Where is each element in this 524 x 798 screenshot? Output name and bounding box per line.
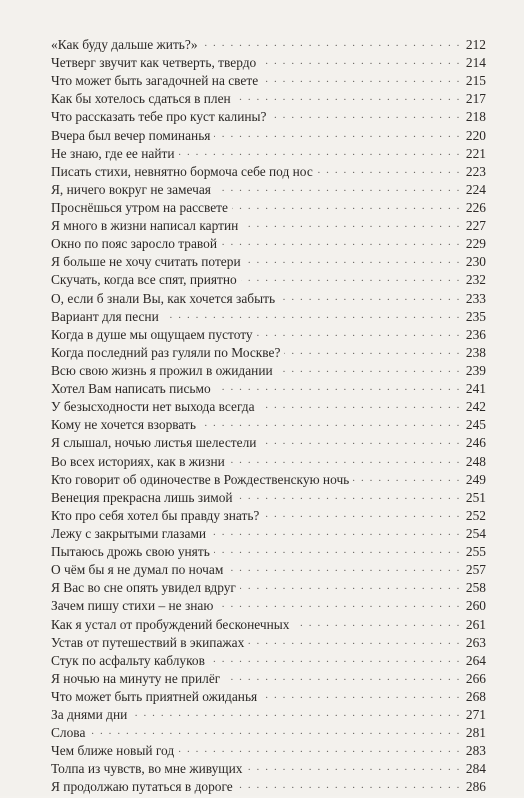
- toc-entry: [51, 580, 486, 598]
- toc-entry-page-number: 217: [465, 91, 486, 107]
- toc-entry-page-number: 221: [465, 145, 486, 161]
- toc-entry-title: Что рассказать тебе про куст калины?: [51, 109, 267, 125]
- toc-entry-title: Устав от путешествий в экипажах: [51, 634, 245, 650]
- toc-entry: [51, 508, 486, 526]
- toc-dot-leader: [202, 37, 461, 49]
- toc-entry-title: Венеция прекрасна лишь зимой: [51, 489, 233, 505]
- toc-entry: [51, 381, 486, 399]
- toc-entry-page-number: 281: [465, 725, 486, 741]
- toc-entry-title: Писать стихи, невнятно бормоча себе под нос: [51, 163, 313, 179]
- toc-entry-page-number: 233: [465, 290, 486, 306]
- toc-dot-leader: [317, 164, 461, 176]
- toc-dot-leader: [178, 743, 461, 755]
- toc-entry-page-number: 236: [465, 326, 486, 342]
- toc-entry: [51, 454, 486, 472]
- toc-entry: [51, 399, 486, 417]
- toc-dot-leader: [215, 182, 461, 194]
- toc-entry-page-number: 264: [465, 652, 486, 668]
- toc-entry-page-number: 271: [465, 707, 486, 723]
- toc-entry-title: Чем ближе новый год: [51, 743, 175, 759]
- toc-entry-title: Кому не хочется взорвать: [51, 417, 196, 433]
- toc-dot-leader: [259, 399, 461, 411]
- toc-dot-leader: [209, 653, 461, 665]
- toc-entry-title: У безысходности нет выхода всегда: [51, 399, 255, 415]
- toc-entry: [51, 309, 486, 327]
- toc-entry: [51, 472, 486, 490]
- toc-entry-title: Я слышал, ночью листья шелестели: [51, 435, 257, 451]
- toc-dot-leader: [235, 91, 461, 103]
- toc-dot-leader: [163, 309, 461, 321]
- toc-entry-page-number: 254: [465, 525, 486, 541]
- toc-entry-page-number: 283: [465, 743, 486, 759]
- toc-entry: [51, 200, 486, 218]
- toc-entry-page-number: 245: [465, 417, 486, 433]
- toc-dot-leader: [271, 109, 462, 121]
- toc-entry: [51, 291, 486, 309]
- toc-entry-page-number: 246: [465, 435, 486, 451]
- toc-dot-leader: [224, 671, 461, 683]
- toc-entry-title: Четверг звучит как четверть, твердо: [51, 55, 257, 71]
- toc-entry: [51, 653, 486, 671]
- toc-entry-title: Окно по пояс заросло травой: [51, 236, 218, 252]
- toc-dot-leader: [245, 254, 461, 266]
- toc-entry: [51, 490, 486, 508]
- toc-entry: [51, 526, 486, 544]
- toc-entry: [51, 236, 486, 254]
- toc-entry-page-number: 224: [465, 181, 486, 197]
- toc-dot-leader: [210, 526, 461, 538]
- toc-entry: [51, 707, 486, 725]
- toc-dot-leader: [279, 291, 461, 303]
- toc-dot-leader: [200, 417, 461, 429]
- toc-dot-leader: [237, 779, 461, 791]
- toc-entry-page-number: 220: [465, 127, 486, 143]
- toc-entry: [51, 218, 486, 236]
- toc-entry: [51, 779, 486, 797]
- toc-entry-page-number: 214: [465, 55, 486, 71]
- toc-dot-leader: [277, 363, 461, 375]
- toc-dot-leader: [262, 73, 461, 85]
- toc-entry: [51, 73, 486, 91]
- toc-entry: [51, 689, 486, 707]
- toc-dot-leader: [215, 381, 461, 393]
- toc-entry-page-number: 226: [465, 199, 486, 215]
- toc-entry-page-number: 239: [465, 362, 486, 378]
- toc-entry: [51, 37, 486, 55]
- toc-entry-title: Не знаю, где ее найти: [51, 145, 175, 161]
- toc-dot-leader: [246, 761, 461, 773]
- toc-entry-page-number: 223: [465, 163, 486, 179]
- toc-entry-page-number: 260: [465, 598, 486, 614]
- toc-dot-leader: [217, 598, 461, 610]
- toc-entry: [51, 254, 486, 272]
- toc-entry-page-number: 242: [465, 399, 486, 415]
- toc-entry: [51, 128, 486, 146]
- toc-entry: [51, 617, 486, 635]
- toc-entry-title: Я, ничего вокруг не замечая: [51, 181, 211, 197]
- toc-entry-page-number: 229: [465, 236, 486, 252]
- toc-entry-page-number: 266: [465, 670, 486, 686]
- toc-entry-page-number: 258: [465, 580, 486, 596]
- toc-dot-leader: [284, 345, 461, 357]
- toc-entry-title: Вариант для песни: [51, 308, 159, 324]
- toc-dot-leader: [214, 128, 461, 140]
- toc-entry: [51, 327, 486, 345]
- toc-entry: [51, 146, 486, 164]
- toc-entry-page-number: 255: [465, 544, 486, 560]
- toc-entry-page-number: 238: [465, 344, 486, 360]
- toc-entry-title: О, если б знали Вы, как хочется забыть: [51, 290, 276, 306]
- toc-dot-leader: [240, 580, 461, 592]
- toc-entry-title: Когда в душе мы ощущаем пустоту: [51, 326, 253, 342]
- toc-entry: [51, 544, 486, 562]
- toc-entry: [51, 91, 486, 109]
- toc-entry: [51, 743, 486, 761]
- toc-entry: [51, 435, 486, 453]
- toc-entry-title: За днями дни: [51, 707, 128, 723]
- toc-entry-title: Я продолжаю путаться в дороге: [51, 779, 233, 795]
- toc-entry-title: Я больше не хочу считать потери: [51, 254, 241, 270]
- toc-entry-page-number: 257: [465, 562, 486, 578]
- toc-dot-leader: [242, 218, 461, 230]
- toc-entry-page-number: 261: [465, 616, 486, 632]
- toc-entry-title: Стук по асфальту каблуков: [51, 652, 205, 668]
- toc-entry-title: Скучать, когда все спят, приятно: [51, 272, 237, 288]
- toc-entry-page-number: 252: [465, 507, 486, 523]
- toc-entry: [51, 562, 486, 580]
- toc-entry-page-number: 235: [465, 308, 486, 324]
- toc-entry-page-number: 284: [465, 761, 486, 777]
- toc-entry-title: Проснёшься утром на рассвете: [51, 199, 228, 215]
- toc-entry-title: Зачем пишу стихи – не знаю: [51, 598, 214, 614]
- toc-entry-title: Слова: [51, 725, 86, 741]
- toc-entry-title: Лежу с закрытыми глазами: [51, 525, 207, 541]
- toc-entry: [51, 164, 486, 182]
- toc-entry: [51, 761, 486, 779]
- toc-entry: [51, 345, 486, 363]
- toc-entry: [51, 109, 486, 127]
- toc-entry-page-number: 248: [465, 453, 486, 469]
- toc-entry: [51, 272, 486, 290]
- toc-dot-leader: [257, 327, 461, 339]
- toc-dot-leader: [237, 490, 461, 502]
- toc-dot-leader: [221, 236, 461, 248]
- toc-dot-leader: [353, 472, 461, 484]
- toc-dot-leader: [89, 725, 461, 737]
- toc-entry-page-number: 218: [465, 109, 486, 125]
- toc-dot-leader: [229, 454, 461, 466]
- toc-entry: [51, 363, 486, 381]
- toc-entry-page-number: 230: [465, 254, 486, 270]
- toc-entry-page-number: 251: [465, 489, 486, 505]
- toc-entry-title: Я много в жизни написал картин: [51, 218, 239, 234]
- toc-dot-leader: [179, 146, 461, 158]
- toc-entry-page-number: 249: [465, 471, 486, 487]
- toc-entry: [51, 635, 486, 653]
- toc-entry-title: Всю свою жизнь я прожил в ожидании: [51, 362, 273, 378]
- toc-entry-title: Я ночью на минуту не прилёг: [51, 670, 221, 686]
- toc-entry-title: Вчера был вечер поминанья: [51, 127, 211, 143]
- toc-entry-title: О чём бы я не думал по ночам: [51, 562, 224, 578]
- toc-entry: [51, 182, 486, 200]
- toc-dot-leader: [260, 55, 461, 67]
- toc-entry-page-number: 227: [465, 218, 486, 234]
- toc-entry-title: Я Вас во сне опять увидел вдруг: [51, 580, 236, 596]
- toc-dot-leader: [261, 689, 461, 701]
- toc-dot-leader: [227, 562, 461, 574]
- toc-entry-page-number: 268: [465, 688, 486, 704]
- toc-entry-page-number: 215: [465, 73, 486, 89]
- toc-entry: [51, 725, 486, 743]
- toc-entry: [51, 598, 486, 616]
- toc-entry-title: Кто говорит об одиночестве в Рождественскую ночь: [51, 471, 350, 487]
- toc-entry-title: Что может быть загадочней на свете: [51, 73, 259, 89]
- toc-dot-leader: [263, 508, 461, 520]
- toc-entry-title: Хотел Вам написать письмо: [51, 381, 211, 397]
- toc-entry-page-number: 212: [465, 37, 486, 52]
- toc-entry: [51, 671, 486, 689]
- toc-dot-leader: [131, 707, 461, 719]
- toc-entry-title: Во всех историях, как в жизни: [51, 453, 225, 469]
- toc-entry-title: Как бы хотелось сдаться в плен: [51, 91, 231, 107]
- toc-dot-leader: [241, 272, 461, 284]
- toc-dot-leader: [232, 200, 461, 212]
- toc-entry-title: Кто про себя хотел бы правду знать?: [51, 507, 260, 523]
- toc-entry-title: Когда последний раз гуляли по Москве?: [51, 344, 281, 360]
- toc-dot-leader: [248, 635, 461, 647]
- toc-entry-title: «Как буду дальше жить?»: [51, 37, 198, 52]
- toc-entry-title: Что может быть приятней ожиданья: [51, 688, 258, 704]
- toc-entry: [51, 55, 486, 73]
- toc-dot-leader: [294, 617, 462, 629]
- toc-dot-leader: [260, 435, 461, 447]
- toc-entry-title: Как я устал от пробуждений бесконечных: [51, 616, 290, 632]
- table-of-contents: [51, 37, 486, 798]
- toc-dot-leader: [214, 544, 461, 556]
- toc-entry-page-number: 232: [465, 272, 486, 288]
- toc-entry-title: Толпа из чувств, во мне живущих: [51, 761, 243, 777]
- toc-entry-page-number: 241: [465, 381, 486, 397]
- toc-entry: [51, 417, 486, 435]
- toc-entry-page-number: 286: [465, 779, 486, 795]
- toc-entry-title: Пытаюсь дрожь свою унять: [51, 544, 210, 560]
- toc-entry-page-number: 263: [465, 634, 486, 650]
